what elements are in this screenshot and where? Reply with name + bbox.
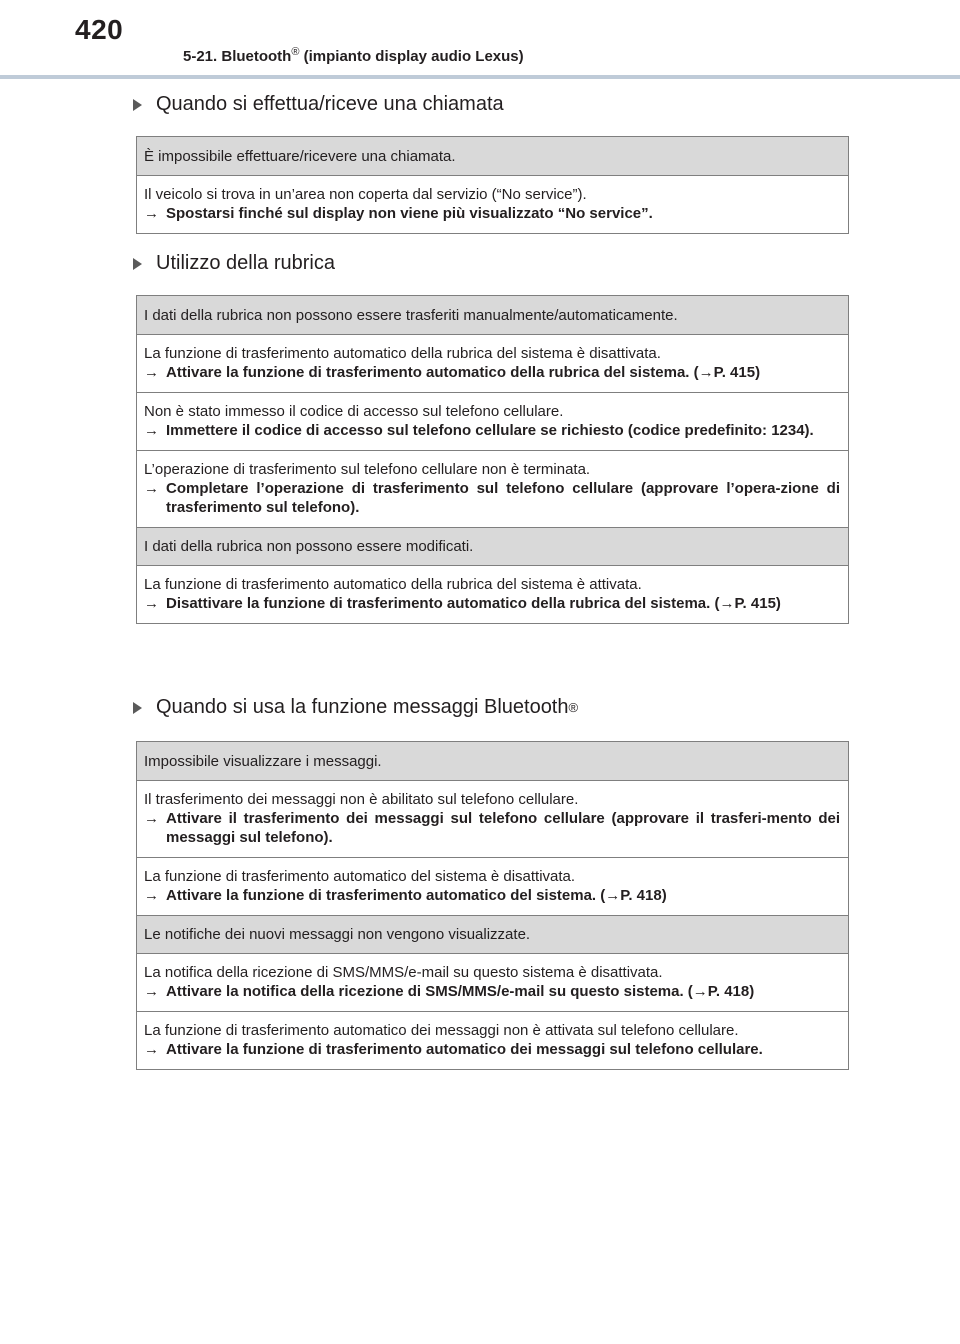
header-rule [0,75,960,79]
arrow-icon: → [144,1041,159,1058]
action-line [144,421,840,440]
arrow-icon: → [144,595,159,612]
arrow-icon: → [144,422,159,439]
action-text: Disattivare la funzione di trasferimento automatico della rubrica del sistema. (→P. 415) [166,595,781,612]
troubleshooting-table-call [136,136,849,234]
problem-row [137,915,848,953]
registered-mark: ® [291,46,300,58]
cause-text: La funzione di trasferimento automatico dei messaggi non è attivata sul telefono cellulare. [144,1022,739,1039]
cause-text: L’operazione di trasferimento sul telefono cellulare non è terminata. [144,461,591,478]
action-text: Attivare la funzione di trasferimento automatico della rubrica del sistema. (→P. 415) [166,364,761,381]
action-text: Attivare la funzione di trasferimento automatico dei messaggi sul telefono cellulare. [166,1041,763,1058]
problem-text: I dati della rubrica non possono essere modificati. [144,538,474,555]
cause-text: La funzione di trasferimento automatico della rubrica del sistema è attivata. [144,576,642,593]
page-header [0,0,960,80]
arrow-icon: → [144,205,159,222]
triangle-bullet-icon [133,99,142,111]
action-line [144,809,840,847]
problem-row [137,296,848,334]
problem-text: Le notifiche dei nuovi messaggi non vengono visualizzate. [144,926,531,943]
registered-mark: ® [568,700,579,715]
arrow-icon: → [144,887,159,904]
section-title-text: Quando si effettua/riceve una chiamata [156,93,504,115]
arrow-icon: → [144,810,159,827]
action-line [144,479,840,517]
chapter-title [183,46,524,65]
solution-row [137,334,848,392]
action-line [144,886,840,905]
action-text: Immettere il codice di accesso sul telefono cellulare se richiesto (codice predefinito: 1234). [166,422,814,439]
solution-row [137,175,848,233]
triangle-bullet-icon [133,258,142,270]
action-text: Attivare il trasferimento dei messaggi sul telefono cellulare (approvare il trasferi-mento dei messaggi sul telefono). [166,810,840,846]
action-text: Completare l’operazione di trasferimento sul telefono cellulare (approvare l’opera-zione di trasferimento sul telefono). [166,480,840,516]
arrow-icon: → [144,983,159,1000]
problem-row [137,742,848,780]
action-line [144,594,840,613]
problem-row [137,137,848,175]
solution-row [137,780,848,857]
action-text: Spostarsi finché sul display non viene più visualizzato “No service”. [166,205,653,222]
solution-row [137,450,848,527]
solution-row [137,953,848,1011]
problem-text: È impossibile effettuare/ricevere una chiamata. [144,147,456,165]
solution-row [137,857,848,915]
solution-row [137,565,848,623]
chapter-prefix: 5-21. Bluetooth [183,48,292,65]
action-line [144,363,840,382]
action-text: Attivare la notifica della ricezione di SMS/MMS/e-mail su questo sistema. (→P. 418) [166,983,755,1000]
troubleshooting-table-messages [136,741,849,1070]
section-title-messages [133,696,578,719]
problem-row [137,527,848,565]
cause-text: La funzione di trasferimento automatico del sistema è disattivata. [144,868,576,885]
action-line [144,204,840,223]
action-text: Attivare la funzione di trasferimento automatico del sistema. (→P. 418) [166,887,667,904]
arrow-icon: → [144,480,159,497]
action-line [144,1040,840,1059]
cause-text: La funzione di trasferimento automatico della rubrica del sistema è disattivata. [144,345,661,362]
solution-row [137,1011,848,1069]
troubleshooting-table-phonebook [136,295,849,624]
cause-text: Il veicolo si trova in un’area non coperta dal servizio (“No service”). [144,186,587,203]
cause-text: Il trasferimento dei messaggi non è abilitato sul telefono cellulare. [144,791,579,808]
chapter-suffix: (impianto display audio Lexus) [299,48,524,65]
arrow-icon: → [144,364,159,381]
section-title-text: Quando si usa la funzione messaggi Bluetooth [156,696,569,718]
section-title-phonebook [133,252,335,275]
cause-text: Non è stato immesso il codice di accesso sul telefono cellulare. [144,403,564,420]
problem-text: Impossibile visualizzare i messaggi. [144,752,382,770]
action-line [144,982,840,1001]
page-number: 420 [75,14,124,45]
section-title-call [133,93,504,116]
triangle-bullet-icon [133,702,142,714]
cause-text: La notifica della ricezione di SMS/MMS/e-mail su questo sistema è disattivata. [144,964,663,981]
section-title-text: Utilizzo della rubrica [156,252,335,274]
problem-text: I dati della rubrica non possono essere trasferiti manualmente/automaticamente. [144,306,678,324]
solution-row [137,392,848,450]
